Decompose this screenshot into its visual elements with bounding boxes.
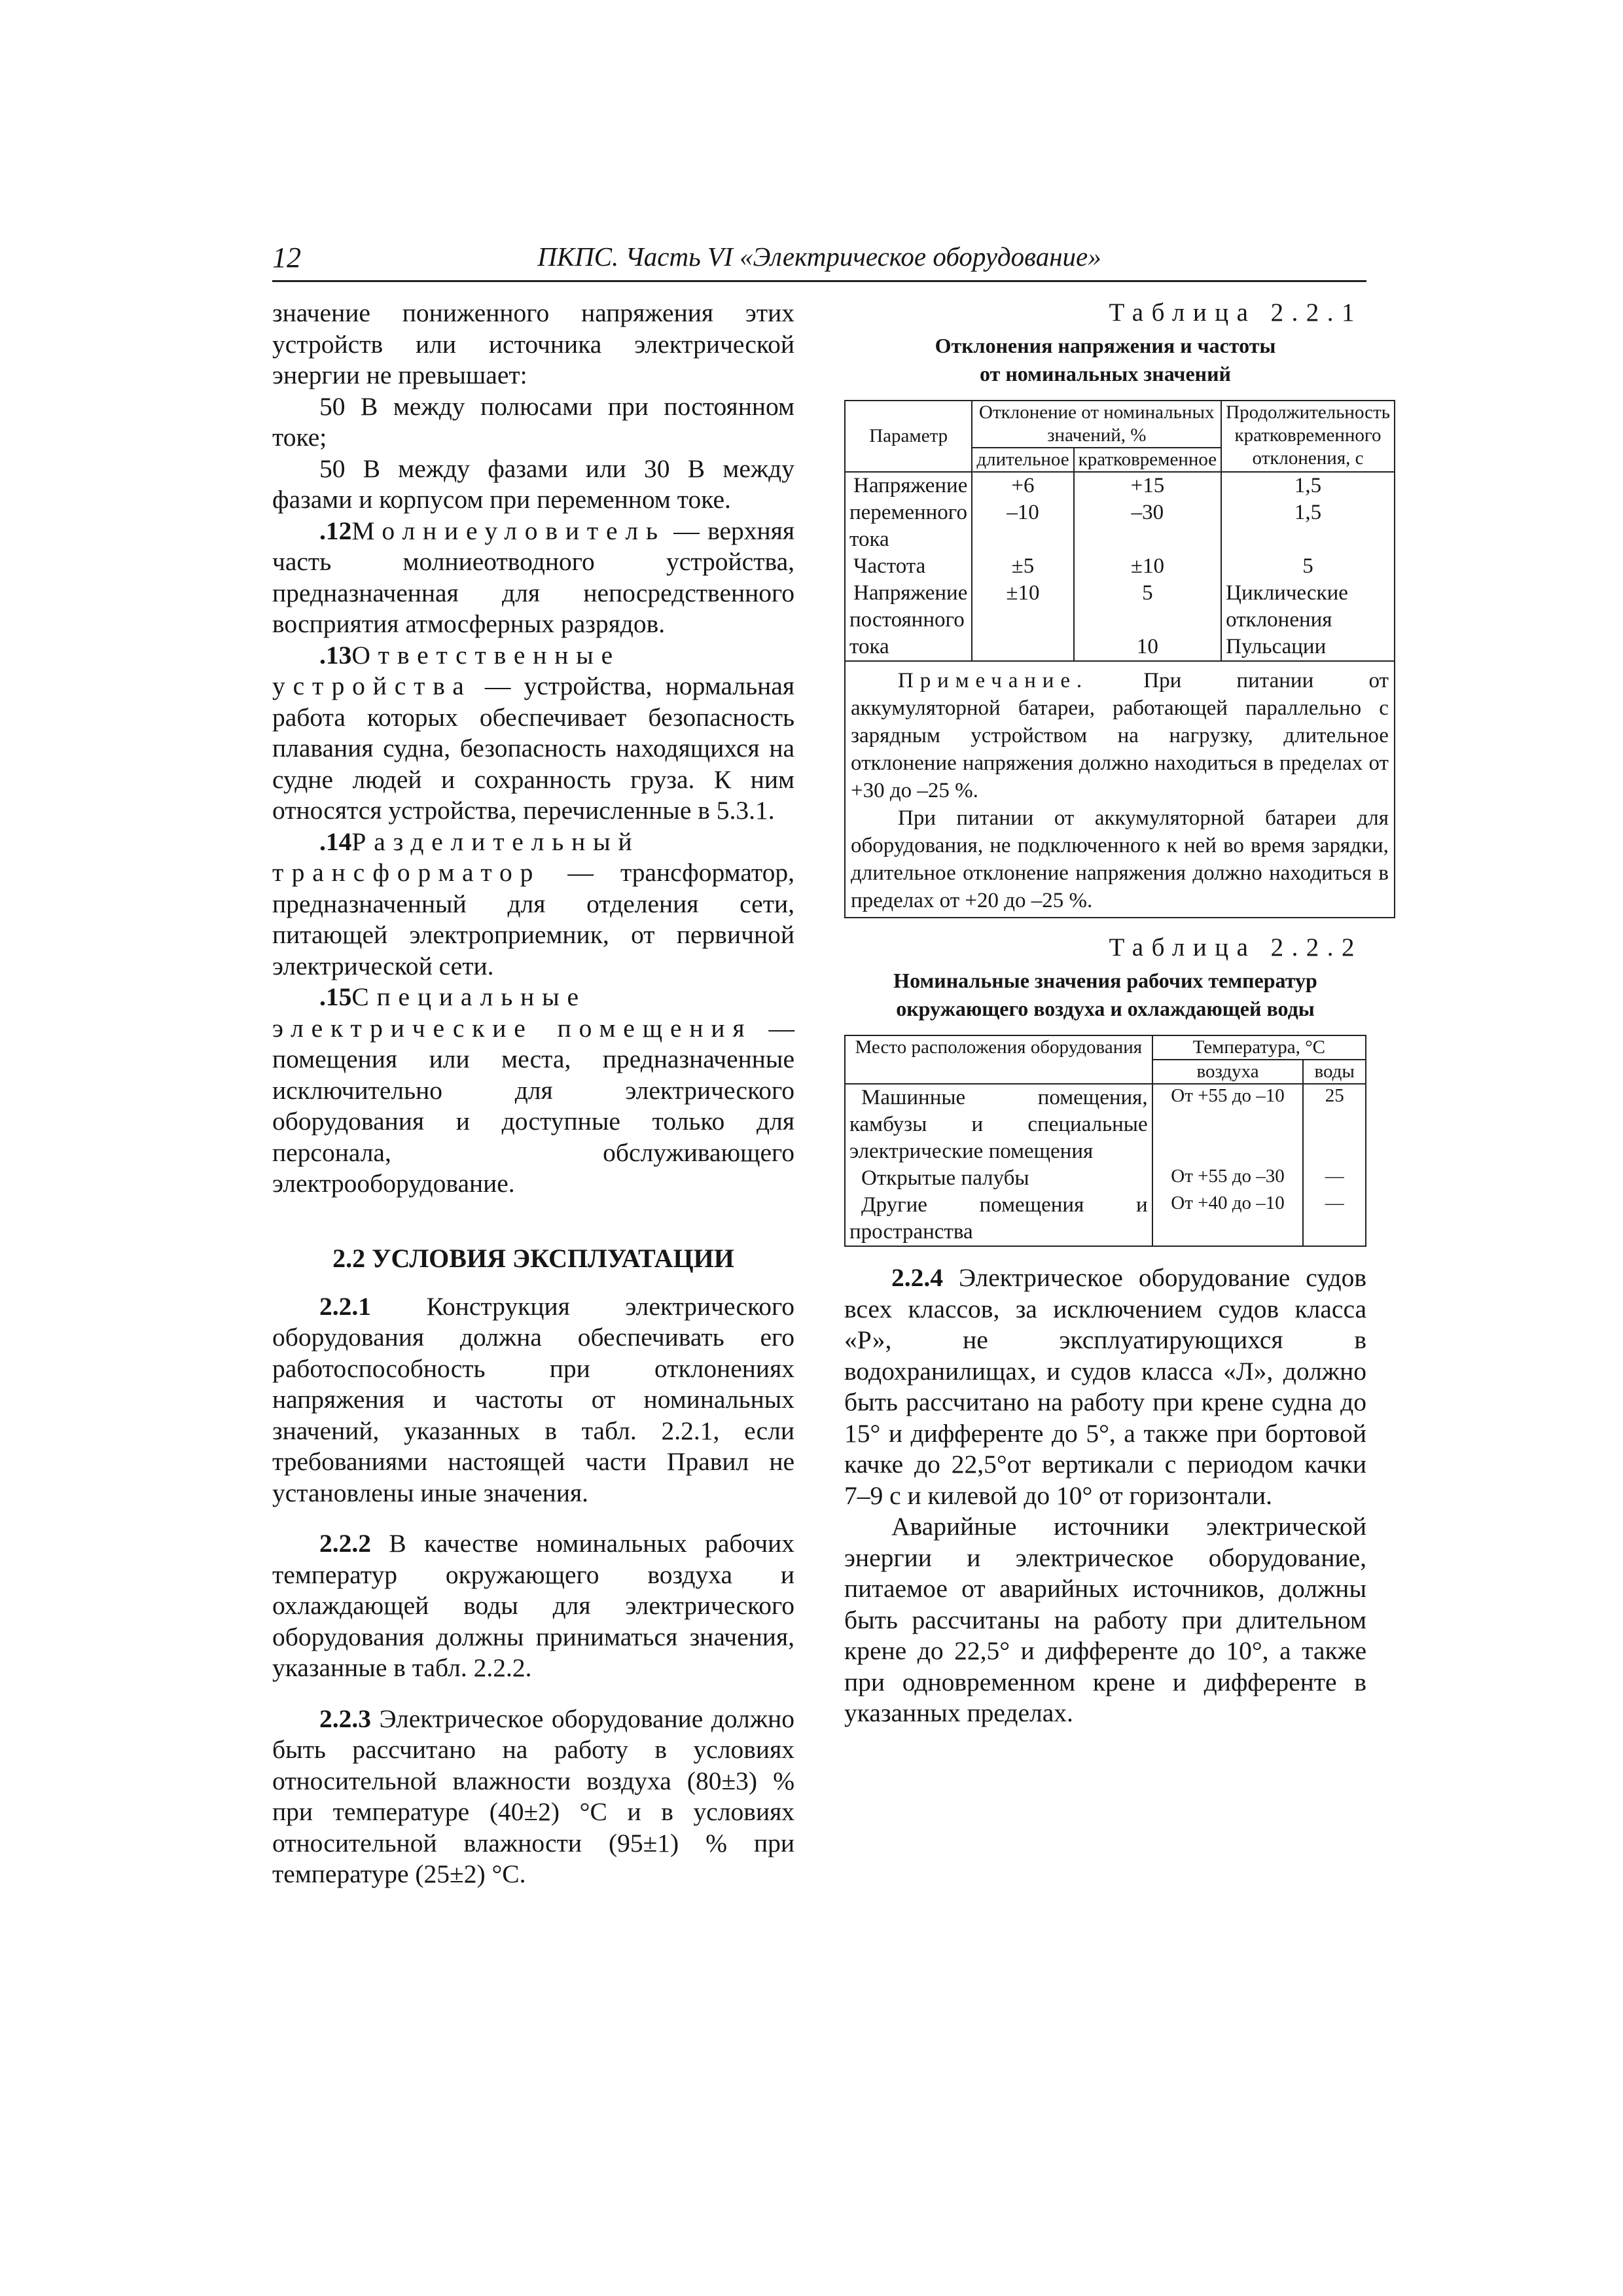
paragraph-continued: значение пониженного напряжения этих устройств или источника электрической энергии не превышает: [272,298,794,389]
table-title-line: от номинальных значений [980,362,1231,386]
running-title: ПКПС. Часть VI «Электрическое оборудование» [537,242,1101,272]
table-title-line: Отклонения напряжения и частоты [935,334,1276,357]
defined-term: Ответственные устройства [272,640,621,700]
definition-12 [272,516,794,640]
left-column [272,298,794,1890]
header-parameter: Параметр [845,401,972,472]
paragraph-text: Электрическое оборудование судов всех классов, за исключением судов класса «Р», не эксплуатирующихся в водохранилищах, и судов класса «Л», должно быть рассчитано на работу при крене судна до 15° и дифференте до 5°, а также при бортовой качке до 22,5°от вертикали с периодом качки 7–9 с и килевой до 10° от горизонтали. [844,1263,1366,1510]
cell-duration: 1,5 1,5 [1221,472,1395,553]
header-deviation: Отклонение от номинальных значений, % [972,401,1221,448]
paragraph-text: Электрическое оборудование должно быть рассчитано на работу в условиях относительной влажности воздуха (80±3) % при температуре (40±2) °С и в условиях относительной влажности (95±1) % при температуре (25±2) °С. [272,1704,794,1888]
clause-number: .12 [319,516,352,545]
section-heading: 2.2 УСЛОВИЯ ЭКСПЛУАТАЦИИ [332,1243,734,1273]
cell-parameter: Частота [845,553,972,580]
paragraph-dc-limit: 50 В между полюсами при постоянном токе; [272,391,794,452]
table-row [845,1165,1366,1192]
table-row [845,1192,1366,1246]
cell-duration: Циклические отклонения Пульсации [1221,580,1395,661]
clause-number: .14 [319,827,352,856]
note-label: Примечание. [898,669,1089,692]
definition-text: — трансформатор, предназначенный для отделения сети, питающей электроприемник, от первичной электрической сети. [272,858,794,980]
definition-text: — помещения или места, предназначенные исключительно для электрического оборудования и доступные только для персонала, обслуживающего электрооборудование. [272,1013,795,1198]
cell-location: Открытые палубы [845,1165,1152,1192]
table-operating-temperatures [844,1035,1366,1247]
cell-long: ±10 [972,580,1073,661]
table-note [845,661,1395,918]
cell-parameter: Напряжение переменного тока [845,472,972,553]
cell-long: +6 –10 [972,472,1073,553]
paragraph-2-2-4 [844,1263,1366,1511]
clause-number: .15 [319,982,352,1011]
defined-term: Разделительный трансформатор [272,827,640,887]
definition-14 [272,827,794,982]
table-title [844,332,1366,388]
clause-number: 2.2.2 [319,1529,371,1558]
cell-duration: 5 [1221,553,1395,580]
table-caption: Таблица 2.2.1 [1109,298,1363,327]
note-paragraph: При питании от аккумуляторной батареи для оборудования, не подключенного к ней во время зарядки, длительное отклонение напряжения должно находиться в пределах от +20 до –25 %. [851,806,1389,912]
paragraph-2-2-3 [272,1704,794,1890]
right-column [844,298,1390,1729]
cell-location: Машинные помещения, камбузы и специальные электрические помещения [845,1084,1152,1165]
cell-air: От +40 до –10 [1152,1192,1304,1246]
paragraph-text: Конструкция электрического оборудования должна обеспечивать его работоспособность при отклонениях напряжения и частоты от номинальных значений, указанных в табл. 2.2.1, если требованиями настоящей части Правил не установлены иные значения. [272,1291,794,1507]
header-short-term: кратковременное [1074,448,1222,472]
paragraph-ac-limit: 50 В между фазами или 30 В между фазами и корпусом при переменном токе. [272,454,794,514]
cell-short: 5 10 [1074,580,1222,661]
paragraph-emergency-sources: Аварийные источники электрической энергии и электрическое оборудование, питаемое от аварийных источников, должны быть рассчитаны на работу при длительном крене до 22,5° и дифференте до 10°, а также при одновременном крене и дифференте в указанных пределах. [844,1512,1366,1727]
table-row [845,580,1395,661]
table-row [845,553,1395,580]
table-title [844,967,1366,1023]
cell-air: От +55 до –30 [1152,1165,1304,1192]
cell-air: От +55 до –10 [1152,1084,1304,1165]
cell-water: — [1303,1192,1366,1246]
header-temperature: Температура, °С [1152,1035,1366,1060]
definition-15 [272,982,794,1200]
table-title-line: Номинальные значения рабочих температур [893,969,1317,992]
defined-term: Специальные электрические помещения [272,982,753,1043]
cell-long: ±5 [972,553,1073,580]
clause-number: .13 [319,640,352,670]
cell-short: +15 –30 [1074,472,1222,553]
definition-text: — верхняя часть молниеотводного устройства, предназначенная для непосредственного восприятия атмосферных разрядов. [272,516,794,638]
paragraph-2-2-2 [272,1528,794,1684]
definition-text: — устройства, нормальная работа которых обеспечивает безопасность плавания судна, безопасность находящихся на судне людей и сохранность груза. К ним относятся устройства, перечисленные в 5.3.1. [272,672,794,825]
header-air: воздуха [1152,1060,1304,1084]
cell-water: — [1303,1165,1366,1192]
clause-number: 2.2.4 [891,1263,943,1292]
header-location: Место расположения оборудования [845,1035,1152,1084]
cell-location: Другие помещения и пространства [845,1192,1152,1246]
cell-water: 25 [1303,1084,1366,1165]
clause-number: 2.2.1 [319,1291,371,1321]
header-water: воды [1303,1060,1366,1084]
header-long-term: длительное [972,448,1073,472]
cell-short: ±10 [1074,553,1222,580]
definition-13 [272,640,794,827]
table-row [845,1084,1366,1165]
defined-term: Молниеуловитель [351,516,666,545]
note-paragraph [851,667,1389,804]
table-title-line: окружающего воздуха и охлаждающей воды [896,997,1315,1020]
page-number: 12 [272,242,301,274]
clause-number: 2.2.3 [319,1704,371,1733]
page-header [272,240,1366,282]
cell-parameter: Напряжение постоянного тока [845,580,972,661]
table-voltage-deviation [844,400,1395,918]
header-duration: Продолжительность кратковременного отклонения, с [1221,401,1395,472]
paragraph-text: В качестве номинальных рабочих температур окружающего воздуха и охлаждающей воды для электрического оборудования должны приниматься значения, указанные в табл. 2.2.2. [272,1529,794,1682]
table-caption: Таблица 2.2.2 [1109,933,1363,961]
paragraph-2-2-1 [272,1291,794,1509]
table-row [845,472,1395,553]
note-text: При питании от аккумуляторной батареи, работающей параллельно с зарядным устройством на нагрузку, длительное отклонение напряжения должно находиться в пределах от +30 до –25 %. [851,669,1389,802]
